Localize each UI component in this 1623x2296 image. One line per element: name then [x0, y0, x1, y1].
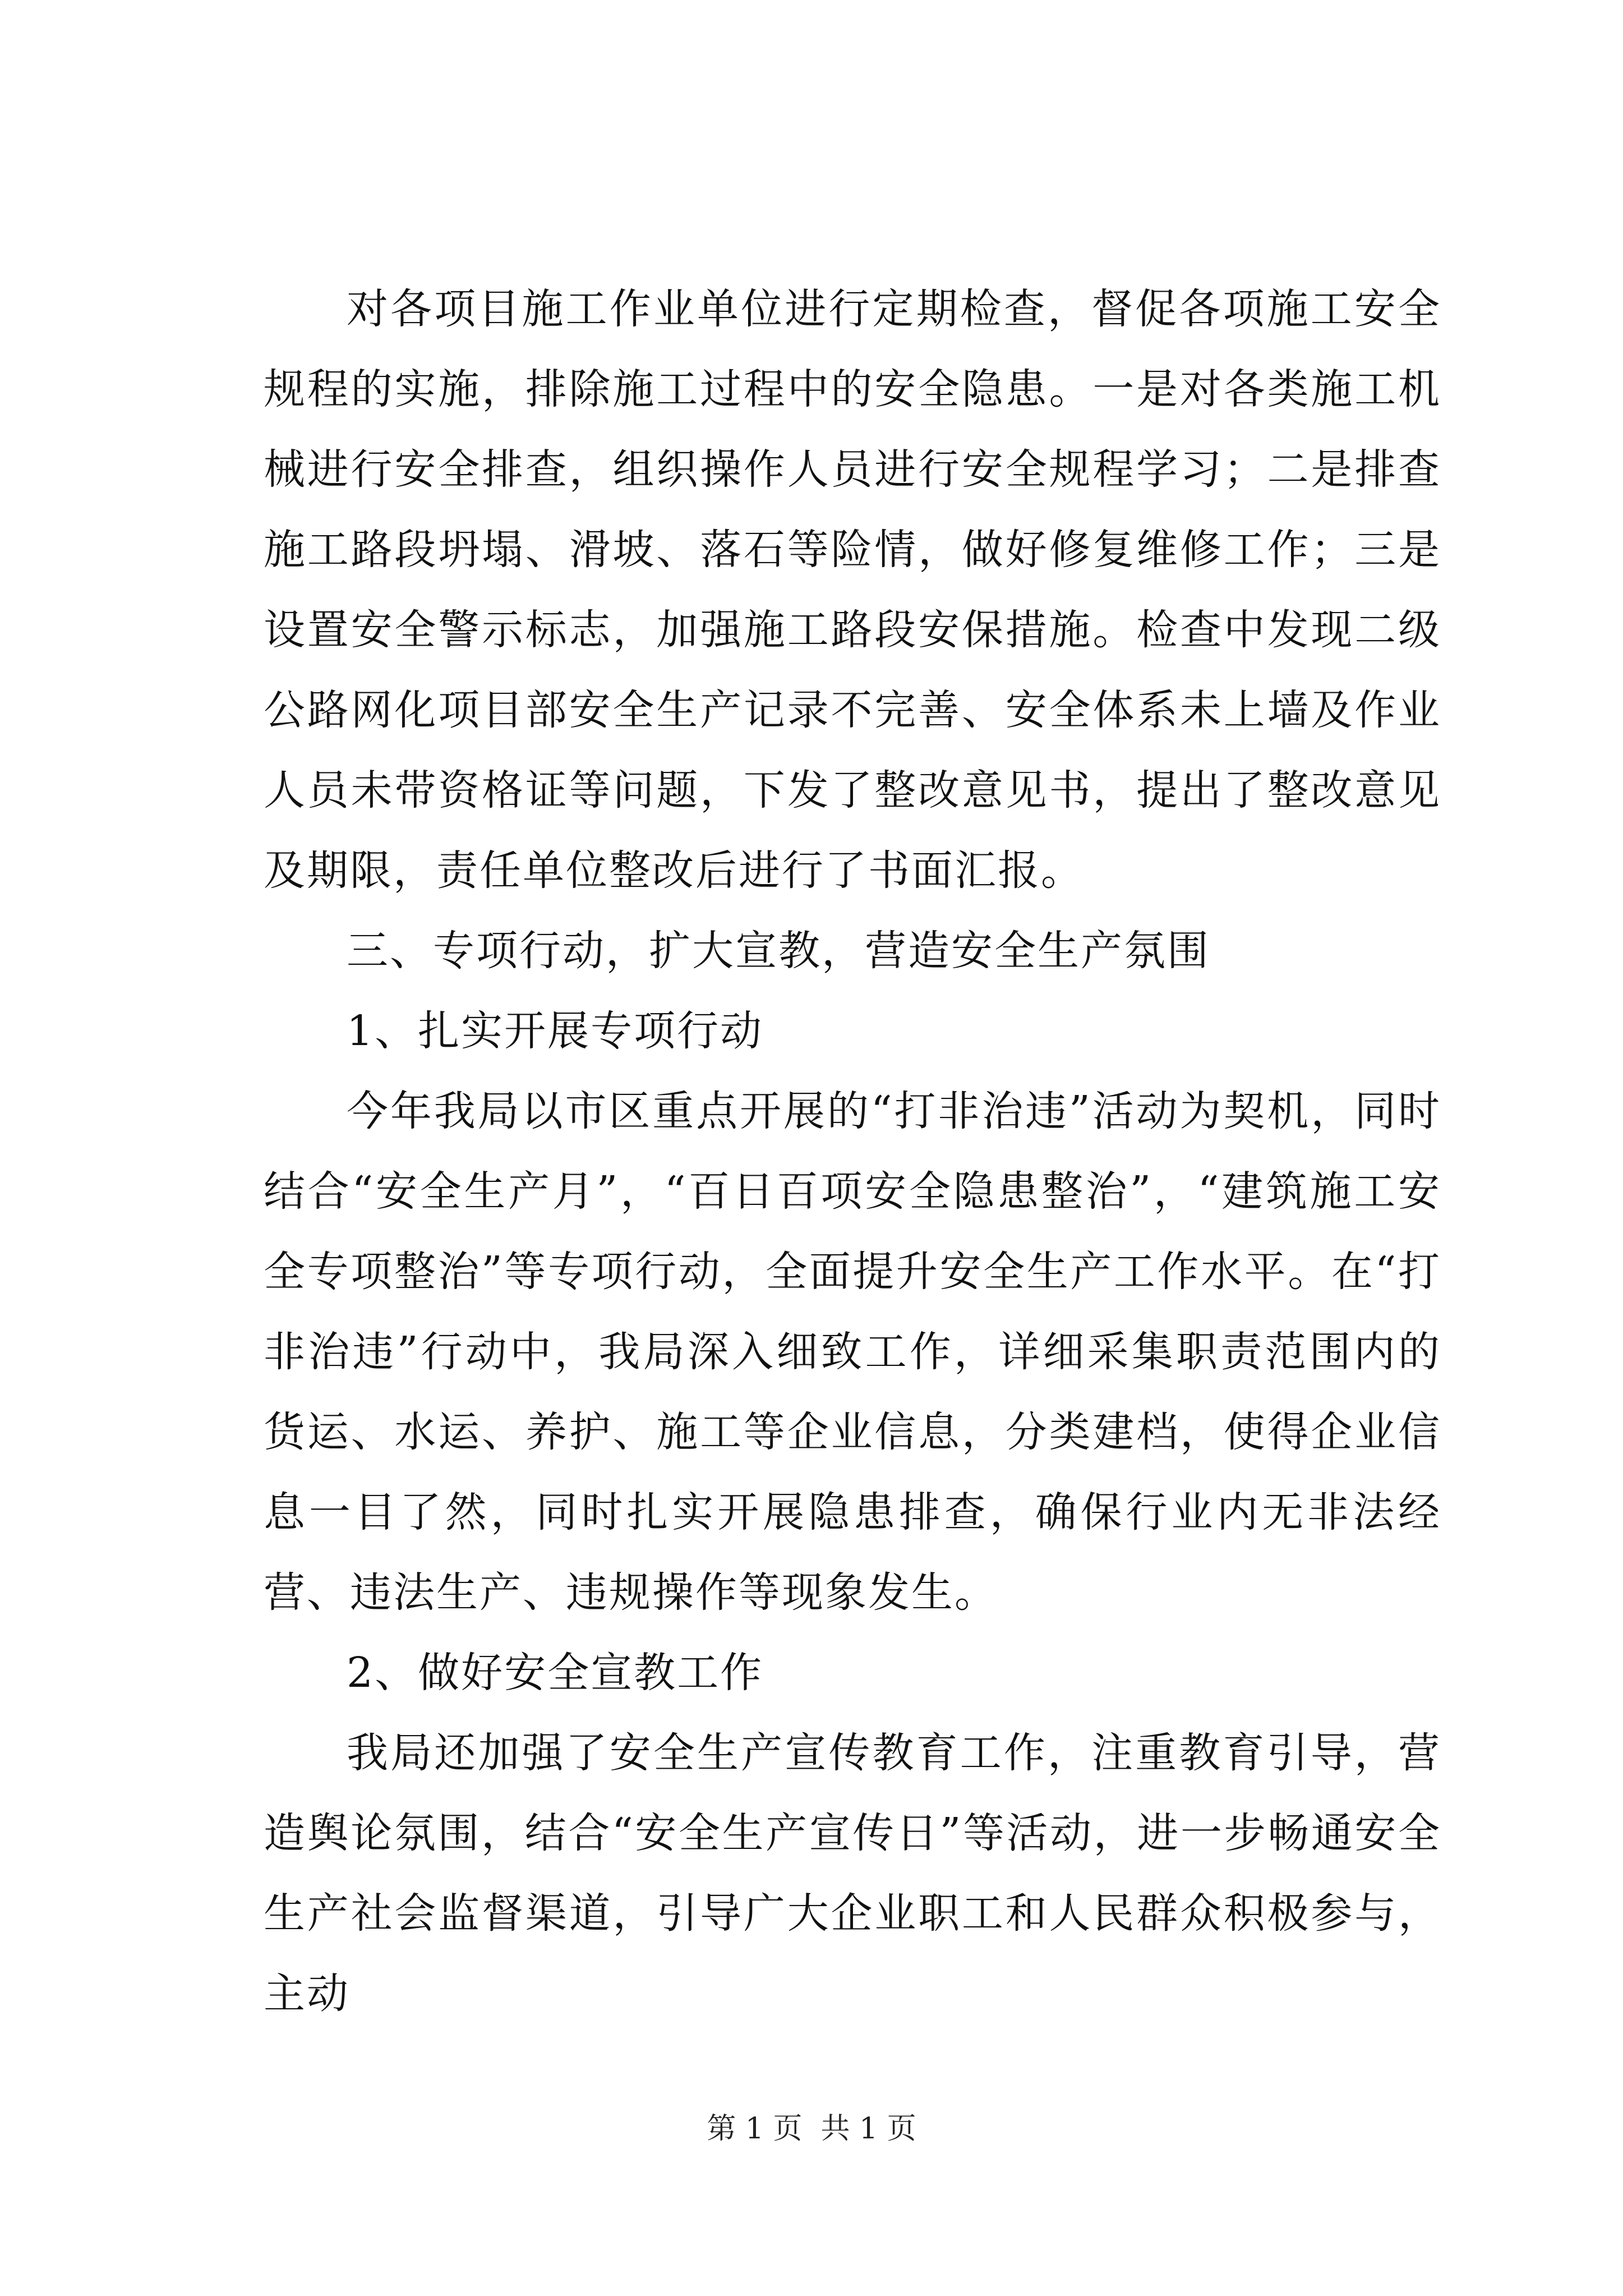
body-paragraph: 对各项目施工作业单位进行定期检查，督促各项施工安全规程的实施，排除施工过程中的安全隐患。一是对各类施工机械进行安全排查，组织操作人员进行安全规程学习；二是排查施工路段坍塌、滑坡、落石等险情，做好修复维修工作；三是设置安全警示标志，加强施工路段安保措施。检查中发现二级公路网化项目部安全生产记录不完善、安全体系未上墙及作业人员未带资格证等问题，下发了整改意见书，提出了整改意见及期限，责任单位整改后进行了书面汇报。 — [264, 285, 1441, 895]
section-heading: 三、专项行动，扩大宣教，营造安全生产氛围 — [347, 927, 1210, 975]
subsection-heading: 2、做好安全宣教工作 — [347, 1649, 764, 1697]
body-paragraph: 今年我局以市区重点开展的“打非治违”活动为契机，同时结合“安全生产月”，“百日百项安全隐患整治”，“建筑施工安全专项整治”等专项行动，全面提升安全生产工作水平。在“打非治违”行动中，我局深入细致工作，详细采集职责范围内的货运、水运、养护、施工等企业信息，分类建档，使得企业信息一目了然，同时扎实开展隐患排查，确保行业内无非法经营、违法生产、违规操作等现象发生。 — [264, 1087, 1441, 1617]
subsection-heading: 1、扎实开展专项行动 — [347, 1007, 764, 1055]
body-paragraph: 我局还加强了安全生产宣传教育工作，注重教育引导，营造舆论氛围，结合“安全生产宣传日”等活动，进一步畅通安全生产社会监督渠道，引导广大企业职工和人民群众积极参与，主动 — [264, 1729, 1441, 2018]
page-number-label: 第 1 页 共 1 页 — [707, 2112, 916, 2146]
page-footer — [0, 2109, 1623, 2148]
document-body — [264, 269, 1441, 2034]
